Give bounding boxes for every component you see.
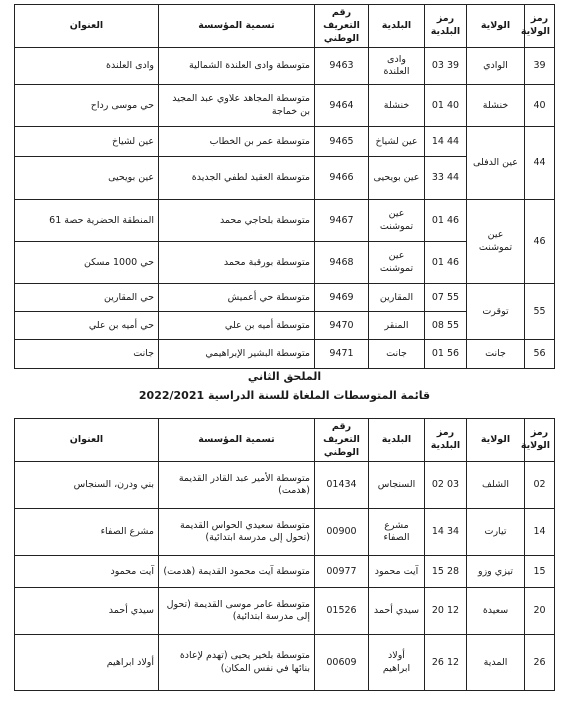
wilaya-code: 55 xyxy=(525,284,555,340)
wilaya-code: 26 xyxy=(525,635,555,691)
header-commune-code: رمز البلدية xyxy=(425,5,467,48)
header-commune: البلدية xyxy=(369,419,425,462)
national-id: 9469 xyxy=(315,284,369,312)
header-national-id: رقم التعريف الوطني xyxy=(315,419,369,462)
commune-code: 07 55 xyxy=(425,284,467,312)
header-commune: البلدية xyxy=(369,5,425,48)
commune-cell: سيدي أحمد xyxy=(369,588,425,635)
address: حي موسى رداح xyxy=(15,85,159,127)
table-row xyxy=(15,200,555,242)
school-name: متوسطة حي أعميش xyxy=(159,284,315,312)
header-address: العنوان xyxy=(15,5,159,48)
wilaya-cell: جانت xyxy=(467,340,525,369)
school-name: متوسطة بلحاجي محمد xyxy=(159,200,315,242)
wilaya-code: 39 xyxy=(525,48,555,85)
school-name: متوسطة عامر موسى القديمة (تحول إلى مدرسة ابتدائية) xyxy=(159,588,315,635)
commune-code: 01 46 xyxy=(425,200,467,242)
header-commune-code: رمز البلدية xyxy=(425,419,467,462)
header-school-name: تسمية المؤسسة xyxy=(159,5,315,48)
wilaya-cell: توقرت xyxy=(467,284,525,340)
wilaya-cell: عين الدفلى xyxy=(467,127,525,200)
school-name: متوسطة بلخير يحيى (تهدم لإعادة بنائها في نفس المكان) xyxy=(159,635,315,691)
table-row xyxy=(15,284,555,312)
commune-cell: عين تموشنت xyxy=(369,242,425,284)
header-wilaya: الولاية xyxy=(467,5,525,48)
national-id: 00900 xyxy=(315,509,369,556)
wilaya-cell: خنشلة xyxy=(467,85,525,127)
national-id: 9470 xyxy=(315,312,369,340)
address: جانت xyxy=(15,340,159,369)
commune-cell: أولاد ابراهيم xyxy=(369,635,425,691)
header-school-name: تسمية المؤسسة xyxy=(159,419,315,462)
national-id: 9464 xyxy=(315,85,369,127)
commune-cell: خنشلة xyxy=(369,85,425,127)
table-row xyxy=(15,85,555,127)
commune-code: 08 55 xyxy=(425,312,467,340)
national-id: 9465 xyxy=(315,127,369,157)
school-name: متوسطة عمر بن الخطاب xyxy=(159,127,315,157)
table-row xyxy=(15,556,555,588)
wilaya-cell: الوادي xyxy=(467,48,525,85)
wilaya-code: 15 xyxy=(525,556,555,588)
address: عين بويحيى xyxy=(15,157,159,200)
address: بني ودرن، السنجاس xyxy=(15,462,159,509)
table-header-row xyxy=(15,5,555,48)
commune-code: 03 39 xyxy=(425,48,467,85)
commune-cell: مشرع الصفاء xyxy=(369,509,425,556)
table-row xyxy=(15,462,555,509)
header-national-id: رقم التعريف الوطني xyxy=(315,5,369,48)
address: حي 1000 مسكن xyxy=(15,242,159,284)
header-address: العنوان xyxy=(15,419,159,462)
address: سيدي أحمد xyxy=(15,588,159,635)
address: حي المقارين xyxy=(15,284,159,312)
national-id: 9468 xyxy=(315,242,369,284)
schools-table xyxy=(14,4,555,369)
table-row xyxy=(15,48,555,85)
commune-cell: عين تموشنت xyxy=(369,200,425,242)
commune-code: 26 12 xyxy=(425,635,467,691)
national-id: 00609 xyxy=(315,635,369,691)
wilaya-cell: عين تموشنت xyxy=(467,200,525,284)
national-id: 9466 xyxy=(315,157,369,200)
table-row xyxy=(15,588,555,635)
address: مشرع الصفاء xyxy=(15,509,159,556)
cancelled-schools-table xyxy=(14,418,555,691)
school-name: متوسطة سعيدي الحواس القديمة (تحول إلى مدرسة ابتدائية) xyxy=(159,509,315,556)
national-id: 01526 xyxy=(315,588,369,635)
header-wilaya: الولاية xyxy=(467,419,525,462)
school-name: متوسطة وادى العلندة الشمالية xyxy=(159,48,315,85)
wilaya-cell: سعيدة xyxy=(467,588,525,635)
national-id: 9463 xyxy=(315,48,369,85)
table-row xyxy=(15,127,555,157)
commune-cell: المقارين xyxy=(369,284,425,312)
commune-code: 01 40 xyxy=(425,85,467,127)
wilaya-code: 46 xyxy=(525,200,555,284)
commune-code: 20 12 xyxy=(425,588,467,635)
commune-code: 33 44 xyxy=(425,157,467,200)
commune-cell: آيت محمود xyxy=(369,556,425,588)
school-name: متوسطة أميه بن علي xyxy=(159,312,315,340)
header-wilaya-code: رمز الولاية xyxy=(525,5,555,48)
address: المنطقة الحضرية حصة 61 xyxy=(15,200,159,242)
address: عين لشياخ xyxy=(15,127,159,157)
national-id: 01434 xyxy=(315,462,369,509)
address: أولاد ابراهيم xyxy=(15,635,159,691)
national-id: 9467 xyxy=(315,200,369,242)
header-wilaya-code: رمز الولاية xyxy=(525,419,555,462)
address: وادى العلندة xyxy=(15,48,159,85)
commune-cell: السنجاس xyxy=(369,462,425,509)
wilaya-cell: تيارت xyxy=(467,509,525,556)
commune-cell: عين بويحيى xyxy=(369,157,425,200)
school-name: متوسطة البشير الإبراهيمي xyxy=(159,340,315,369)
annex-subtitle: قائمة المتوسطات الملغاة للسنة الدراسية 2022/2021 xyxy=(138,389,431,402)
address: آيت محمود xyxy=(15,556,159,588)
table-row xyxy=(15,635,555,691)
table-header-row xyxy=(15,419,555,462)
commune-code: 01 46 xyxy=(425,242,467,284)
annex-title: الملحق الثاني xyxy=(247,370,322,383)
national-id: 00977 xyxy=(315,556,369,588)
wilaya-cell: المدية xyxy=(467,635,525,691)
commune-code: 02 03 xyxy=(425,462,467,509)
wilaya-code: 44 xyxy=(525,127,555,200)
school-name: متوسطة آيت محمود القديمة (هدمت) xyxy=(159,556,315,588)
address: حي أميه بن علي xyxy=(15,312,159,340)
wilaya-cell: تيزي وزو xyxy=(467,556,525,588)
wilaya-code: 56 xyxy=(525,340,555,369)
school-name: متوسطة الأمير عبد القادر القديمة (هدمت) xyxy=(159,462,315,509)
table-row xyxy=(15,509,555,556)
school-name: متوسطة العقيد لطفي الجديدة xyxy=(159,157,315,200)
wilaya-code: 20 xyxy=(525,588,555,635)
commune-code: 14 44 xyxy=(425,127,467,157)
national-id: 9471 xyxy=(315,340,369,369)
commune-code: 01 56 xyxy=(425,340,467,369)
commune-cell: عين لشياخ xyxy=(369,127,425,157)
wilaya-code: 14 xyxy=(525,509,555,556)
school-name: متوسطة المجاهد علاوي عبد المجيد بن خماجة xyxy=(159,85,315,127)
commune-cell: وادى العلندة xyxy=(369,48,425,85)
wilaya-code: 02 xyxy=(525,462,555,509)
commune-cell: جانت xyxy=(369,340,425,369)
school-name: متوسطة بورقبة محمد xyxy=(159,242,315,284)
commune-code: 15 28 xyxy=(425,556,467,588)
wilaya-code: 40 xyxy=(525,85,555,127)
commune-code: 14 34 xyxy=(425,509,467,556)
wilaya-cell: الشلف xyxy=(467,462,525,509)
table-row xyxy=(15,340,555,369)
commune-cell: المنقر xyxy=(369,312,425,340)
